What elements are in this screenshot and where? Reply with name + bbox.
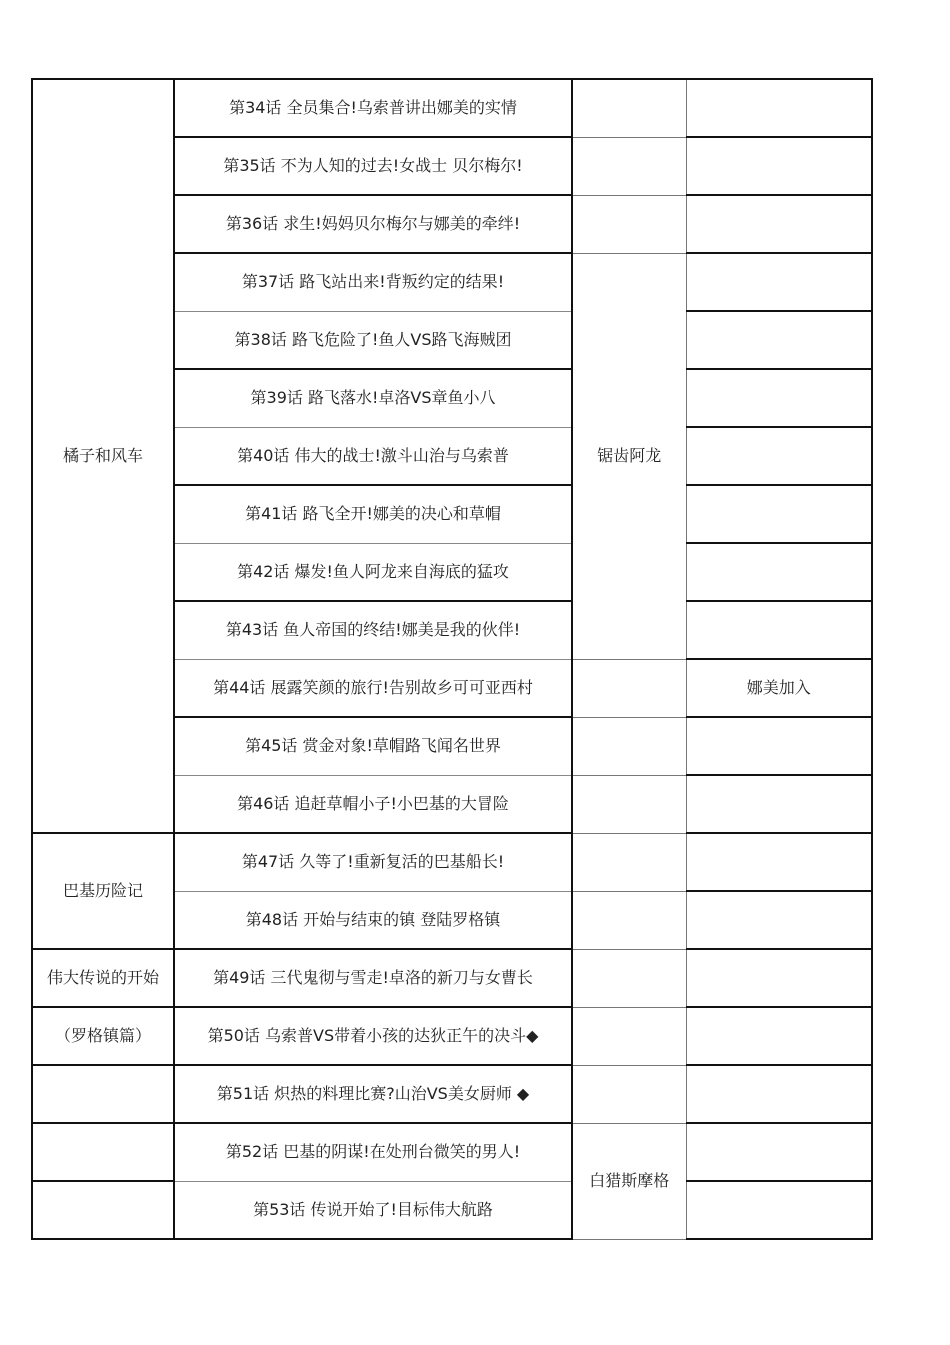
note-cell (686, 1007, 872, 1065)
note-cell (686, 1065, 872, 1123)
villain-cell (572, 775, 686, 833)
episode-title: 第52话 巴基的阴谋!在处刑台微笑的男人! (174, 1123, 572, 1181)
episode-title: 第35话 不为人知的过去!女战士 贝尔梅尔! (174, 137, 572, 195)
arc-cell (32, 1065, 174, 1123)
arc-cell-buggy: 巴基历险记 (32, 833, 174, 949)
episode-title: 第42话 爆发!鱼人阿龙来自海底的猛攻 (174, 543, 572, 601)
episode-title: 第34话 全员集合!乌索普讲出娜美的实情 (174, 79, 572, 137)
note-cell (686, 1123, 872, 1181)
episode-title: 第49话 三代鬼彻与雪走!卓洛的新刀与女曹长 (174, 949, 572, 1007)
villain-cell (572, 949, 686, 1007)
table-row (32, 949, 872, 1007)
note-cell (686, 717, 872, 775)
villain-cell (572, 659, 686, 717)
note-cell (686, 543, 872, 601)
episode-title: 第41话 路飞全开!娜美的决心和草帽 (174, 485, 572, 543)
villain-cell (572, 891, 686, 949)
note-cell-nami-joins: 娜美加入 (686, 659, 872, 717)
note-cell (686, 311, 872, 369)
episode-title: 第44话 展露笑颜的旅行!告别故乡可可亚西村 (174, 659, 572, 717)
note-cell (686, 485, 872, 543)
episode-table (31, 78, 873, 1240)
episode-title: 第46话 追赶草帽小子!小巴基的大冒险 (174, 775, 572, 833)
note-cell (686, 833, 872, 891)
table-row (32, 1123, 872, 1181)
episode-title: 第40话 伟大的战士!激斗山治与乌索普 (174, 427, 572, 485)
arc-cell-legend-start: 伟大传说的开始 (32, 949, 174, 1007)
episode-title: 第51话 炽热的料理比赛?山治VS美女厨师 ◆ (174, 1065, 572, 1123)
table-row (32, 1065, 872, 1123)
episode-title: 第45话 赏金对象!草帽路飞闻名世界 (174, 717, 572, 775)
episode-title: 第47话 久等了!重新复活的巴基船长! (174, 833, 572, 891)
villain-cell (572, 79, 686, 137)
episode-title: 第48话 开始与结束的镇 登陆罗格镇 (174, 891, 572, 949)
episode-title: 第50话 乌索普VS带着小孩的达狄正午的决斗◆ (174, 1007, 572, 1065)
episode-title: 第43话 鱼人帝国的终结!娜美是我的伙伴! (174, 601, 572, 659)
table-row (32, 1007, 872, 1065)
note-cell (686, 137, 872, 195)
note-cell (686, 79, 872, 137)
villain-cell (572, 1007, 686, 1065)
episode-title: 第38话 路飞危险了!鱼人VS路飞海贼团 (174, 311, 572, 369)
villain-cell-smoker: 白猎斯摩格 (572, 1123, 686, 1239)
episode-title: 第36话 求生!妈妈贝尔梅尔与娜美的牵绊! (174, 195, 572, 253)
episode-title: 第53话 传说开始了!目标伟大航路 (174, 1181, 572, 1239)
arc-cell-loguetown: （罗格镇篇） (32, 1007, 174, 1065)
note-cell (686, 949, 872, 1007)
note-cell (686, 891, 872, 949)
note-cell (686, 253, 872, 311)
villain-cell (572, 195, 686, 253)
villain-cell-arlong: 锯齿阿龙 (572, 253, 686, 659)
table-row (32, 79, 872, 137)
note-cell (686, 775, 872, 833)
arc-cell (32, 1181, 174, 1239)
villain-cell (572, 137, 686, 195)
villain-cell (572, 1065, 686, 1123)
arc-cell (32, 1123, 174, 1181)
table-row (32, 833, 872, 891)
note-cell (686, 1181, 872, 1239)
villain-cell (572, 833, 686, 891)
note-cell (686, 601, 872, 659)
episode-title: 第39话 路飞落水!卓洛VS章鱼小八 (174, 369, 572, 427)
villain-cell (572, 717, 686, 775)
note-cell (686, 427, 872, 485)
arc-cell-orange: 橘子和风车 (32, 79, 174, 833)
note-cell (686, 369, 872, 427)
note-cell (686, 195, 872, 253)
episode-title: 第37话 路飞站出来!背叛约定的结果! (174, 253, 572, 311)
table-row (32, 1181, 872, 1239)
